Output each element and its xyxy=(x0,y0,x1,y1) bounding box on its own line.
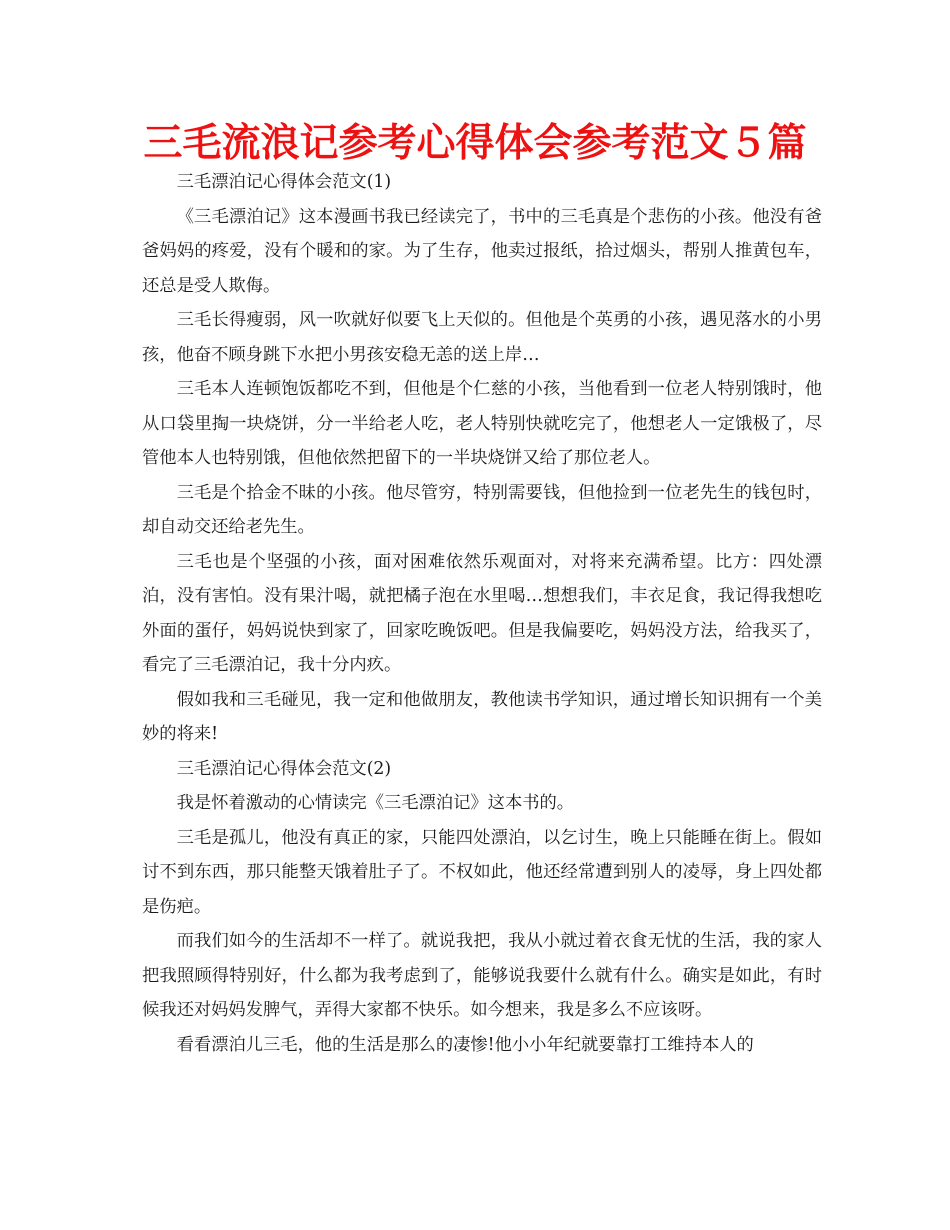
section-heading: 三毛漂泊记心得体会范文(1) xyxy=(176,172,392,192)
document-title: 三毛流浪记参考心得体会参考范文５篇 xyxy=(143,121,807,166)
paragraph: 看看漂泊儿三毛，他的生活是那么的凄惨!他小小年纪就要靠打工维持本人的 xyxy=(176,1034,754,1055)
paragraph: 我是怀着激动的心情读完《三毛漂泊记》这本书的。 xyxy=(176,793,575,813)
paragraph: 三毛长得瘦弱，风一吹就好似要飞上天似的。但他是个英勇的小孩，遇见落水的小男孩，他奋不顾身跳下水把小男孩安稳无恙的送上岸… xyxy=(142,310,822,365)
paragraph: 《三毛漂泊记》这本漫画书我已经读完了，书中的三毛真是个悲伤的小孩。他没有爸爸妈妈的疼爱，没有个暖和的家。为了生存，他卖过报纸，拾过烟头，帮别人推黄包车，还总是受人欺侮。 xyxy=(142,206,822,296)
paragraph: 三毛是孤儿，他没有真正的家，只能四处漂泊，以乞讨生，晚上只能睡在街上。假如讨不到东西，那只能整天饿着肚子了。不权如此，他还经常遭到别人的凌辱，身上四处都是伤疤。 xyxy=(142,827,822,917)
paragraph: 三毛本人连顿饱饭都吃不到，但他是个仁慈的小孩，当他看到一位老人特别饿时，他从口袋里掏一块烧饼，分一半给老人吃，老人特别快就吃完了，他想老人一定饿极了，尽管他本人也特别饿，但他依然把留下的一半块烧饼又给了那位老人。 xyxy=(142,379,822,468)
section-heading: 三毛漂泊记心得体会范文(2) xyxy=(176,758,392,779)
paragraph: 假如我和三毛碰见，我一定和他做朋友，教他读书学知识，通过增长知识拥有一个美妙的将来! xyxy=(142,689,822,744)
document-body xyxy=(142,165,822,1062)
paragraph: 三毛也是个坚强的小孩，面对困难依然乐观面对，对将来充满希望。比方：四处漂泊，没有害怕。没有果汁喝，就把橘子泡在水里喝…想想我们，丰衣足食，我记得我想吃外面的蛋仔，妈妈说快到家了，回家吃晚饭吧。但是我偏要吃，妈妈没方法，给我买了，看完了三毛漂泊记，我十分内疚。 xyxy=(142,551,822,675)
paragraph: 三毛是个拾金不昧的小孩。他尽管穷，特别需要钱，但他捡到一位老先生的钱包时，却自动交还给老先生。 xyxy=(142,482,822,537)
paragraph: 而我们如今的生活却不一样了。就说我把，我从小就过着衣食无忧的生活，我的家人把我照顾得特别好，什么都为我考虑到了，能够说我要什么就有什么。确实是如此，有时候我还对妈妈发脾气，弄得大家都不快乐。如今想来，我是多么不应该呀。 xyxy=(142,931,822,1020)
